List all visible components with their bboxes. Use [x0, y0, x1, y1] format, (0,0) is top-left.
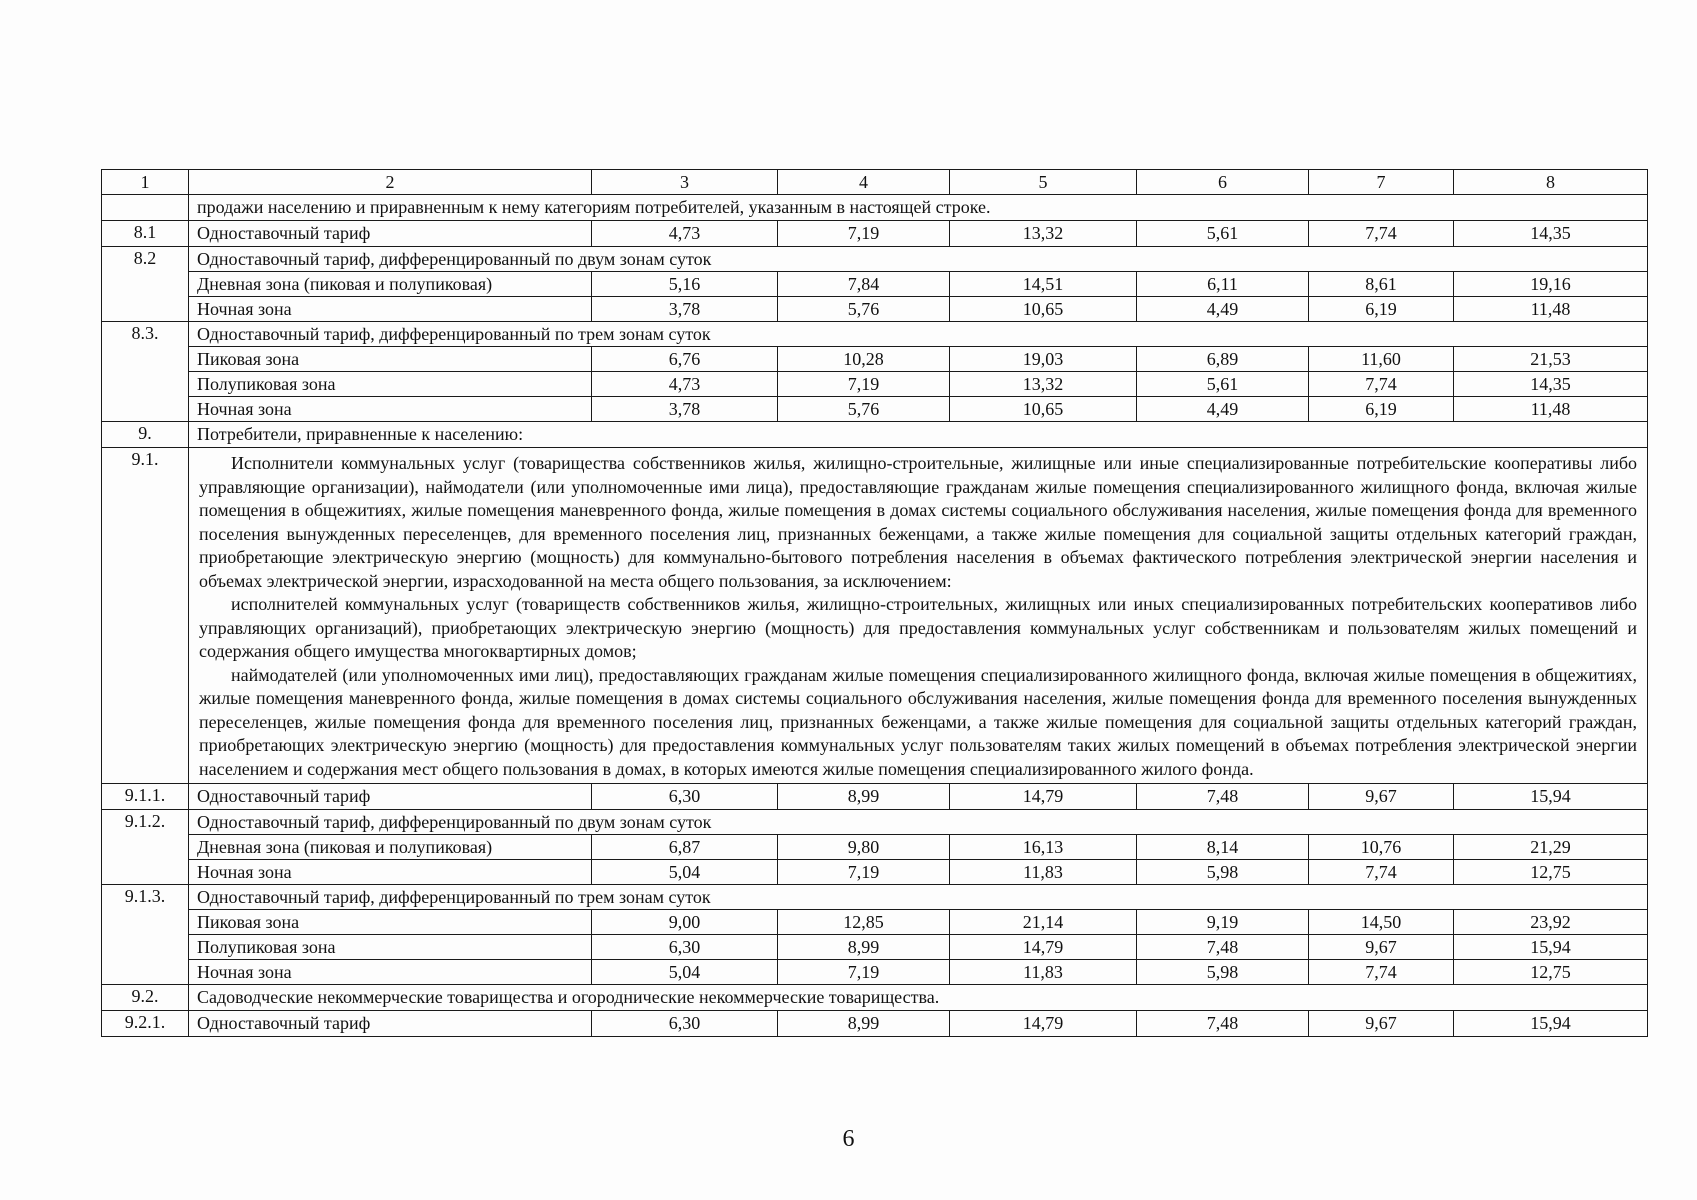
- table-cell: 5,61: [1137, 221, 1309, 247]
- table-cell: 10,65: [950, 397, 1137, 422]
- table-cell: 4,73: [592, 372, 778, 397]
- table-cell: 8,61: [1309, 272, 1454, 297]
- table-cell: 5,04: [592, 960, 778, 985]
- table-cell: 16,13: [950, 835, 1137, 860]
- row-text: Одноставочный тариф, дифференцированный по трем зонам суток: [189, 885, 1648, 910]
- table-row: [102, 247, 1648, 272]
- table-row: [102, 397, 1648, 422]
- description-cell: [189, 448, 1648, 784]
- table-cell: 3,78: [592, 297, 778, 322]
- row-label: Одноставочный тариф: [189, 1011, 592, 1037]
- table-cell: 15,94: [1454, 784, 1648, 810]
- table-cell: 5,76: [778, 297, 950, 322]
- table-cell: 11,60: [1309, 347, 1454, 372]
- table-row: [102, 985, 1648, 1011]
- row-text: продажи населению и приравненным к нему категориям потребителей, указанным в настоящей строке.: [189, 195, 1648, 221]
- table-cell: 11,48: [1454, 397, 1648, 422]
- table-cell: 14,79: [950, 935, 1137, 960]
- table-cell: 12,75: [1454, 860, 1648, 885]
- table-row: [102, 784, 1648, 810]
- row-label: Дневная зона (пиковая и полупиковая): [189, 835, 592, 860]
- table-cell: 7,19: [778, 960, 950, 985]
- row-label: Дневная зона (пиковая и полупиковая): [189, 272, 592, 297]
- table-cell: 9,67: [1309, 1011, 1454, 1037]
- row-label: Полупиковая зона: [189, 935, 592, 960]
- column-number: 6: [1137, 170, 1309, 195]
- table-cell: 11,48: [1454, 297, 1648, 322]
- table-cell: 15,94: [1454, 935, 1648, 960]
- row-number: 9.1.1.: [102, 784, 189, 810]
- table-cell: 21,53: [1454, 347, 1648, 372]
- table-row: [102, 347, 1648, 372]
- page-number: 6: [842, 1126, 855, 1152]
- table-cell: 4,49: [1137, 397, 1309, 422]
- table-cell: 5,98: [1137, 860, 1309, 885]
- table-cell: 5,98: [1137, 960, 1309, 985]
- tariff-table: [101, 169, 1648, 1037]
- table-cell: 7,84: [778, 272, 950, 297]
- table-cell: 10,65: [950, 297, 1137, 322]
- table-cell: 10,28: [778, 347, 950, 372]
- row-number: 9.2.1.: [102, 1011, 189, 1037]
- row-label: Ночная зона: [189, 397, 592, 422]
- table-cell: 9,80: [778, 835, 950, 860]
- table-cell: 6,87: [592, 835, 778, 860]
- table-cell: 12,85: [778, 910, 950, 935]
- table-cell: 7,74: [1309, 860, 1454, 885]
- row-number: 9.1.2.: [102, 810, 189, 885]
- table-cell: 21,14: [950, 910, 1137, 935]
- table-row: [102, 448, 1648, 784]
- table-cell: 5,76: [778, 397, 950, 422]
- row-text: Одноставочный тариф, дифференцированный по двум зонам суток: [189, 810, 1648, 835]
- row-number: 9.2.: [102, 985, 189, 1011]
- table-row: [102, 372, 1648, 397]
- table-cell: 7,48: [1137, 935, 1309, 960]
- table-cell: 19,03: [950, 347, 1137, 372]
- row-number: 9.1.3.: [102, 885, 189, 985]
- column-number: 8: [1454, 170, 1648, 195]
- table-cell: 7,74: [1309, 960, 1454, 985]
- table-cell: 6,19: [1309, 297, 1454, 322]
- table-cell: 7,19: [778, 221, 950, 247]
- table-cell: 11,83: [950, 960, 1137, 985]
- table-cell: 14,50: [1309, 910, 1454, 935]
- table-cell: 7,19: [778, 372, 950, 397]
- table-cell: 13,32: [950, 372, 1137, 397]
- table-cell: 9,67: [1309, 784, 1454, 810]
- table-cell: 8,99: [778, 784, 950, 810]
- paragraph: исполнителей коммунальных услуг (товариществ собственников жилья, жилищно-строительных, жилищных или иных специализированных потребительских кооперативов либо управляющих организаций), приобретающих электрическую энергию (мощность) для предоставления коммунальных услуг собственникам и пользователям жилых помещений и содержания общего имущества многоквартирных домов;: [199, 594, 1637, 661]
- row-label: Пиковая зона: [189, 910, 592, 935]
- table-row: [102, 860, 1648, 885]
- column-number: 7: [1309, 170, 1454, 195]
- table-cell: 21,29: [1454, 835, 1648, 860]
- table-cell: 14,35: [1454, 221, 1648, 247]
- table-cell: 14,51: [950, 272, 1137, 297]
- column-number-row: [102, 170, 1648, 195]
- table-cell: 6,30: [592, 935, 778, 960]
- row-label: Одноставочный тариф: [189, 784, 592, 810]
- table-cell: 6,19: [1309, 397, 1454, 422]
- table-cell: 14,79: [950, 1011, 1137, 1037]
- table-cell: 6,89: [1137, 347, 1309, 372]
- table-row: [102, 422, 1648, 448]
- table-cell: 5,04: [592, 860, 778, 885]
- row-number: 8.3.: [102, 322, 189, 422]
- table-row: [102, 960, 1648, 985]
- row-text: Садоводческие некоммерческие товарищества и огороднические некоммерческие товарищества.: [189, 985, 1648, 1011]
- table-cell: 5,16: [592, 272, 778, 297]
- table-row: [102, 297, 1648, 322]
- table-cell: 7,48: [1137, 1011, 1309, 1037]
- table-cell: 14,79: [950, 784, 1137, 810]
- table-cell: 14,35: [1454, 372, 1648, 397]
- row-number: 8.2: [102, 247, 189, 322]
- table-cell: 4,73: [592, 221, 778, 247]
- table-cell: 7,19: [778, 860, 950, 885]
- table-cell: 6,11: [1137, 272, 1309, 297]
- table-cell: 10,76: [1309, 835, 1454, 860]
- table-cell: 9,67: [1309, 935, 1454, 960]
- table-row: [102, 221, 1648, 247]
- row-text: Потребители, приравненные к населению:: [189, 422, 1648, 448]
- table-cell: 8,99: [778, 935, 950, 960]
- row-number: [102, 195, 189, 221]
- table-row: [102, 272, 1648, 297]
- table-row: [102, 835, 1648, 860]
- table-cell: 15,94: [1454, 1011, 1648, 1037]
- paragraph: Исполнители коммунальных услуг (товарищества собственников жилья, жилищно-строительные, жилищные или иные специализированные потребительские кооперативы либо управляющие организации), наймодатели (или уполномоченные ими лица), предоставляющие гражданам жилые помещения специализированного жилищного фонда, включая жилые помещения в общежитиях, жилые помещения маневренного фонда, жилые помещения в домах системы социального обслуживания населения, жилые помещения фонда для временного поселения вынужденных переселенцев, для временного поселения лиц, признанных беженцами, а также жилые помещения для социальной защиты отдельных категорий граждан, приобретающие электрическую энергию (мощность) для коммунально-бытового потребления населения в объемах фактического потребления электрической энергии населения и объемах электрической энергии, израсходованной на места общего пользования, за исключением:: [199, 453, 1637, 591]
- table-row: [102, 885, 1648, 910]
- table-cell: 7,74: [1309, 372, 1454, 397]
- row-label: Одноставочный тариф: [189, 221, 592, 247]
- table-cell: 9,00: [592, 910, 778, 935]
- table-row: [102, 1011, 1648, 1037]
- table-cell: 13,32: [950, 221, 1137, 247]
- row-text: Одноставочный тариф, дифференцированный по трем зонам суток: [189, 322, 1648, 347]
- table-cell: 7,48: [1137, 784, 1309, 810]
- row-number: 9.: [102, 422, 189, 448]
- table-cell: 4,49: [1137, 297, 1309, 322]
- table-row: [102, 910, 1648, 935]
- table-cell: 6,30: [592, 1011, 778, 1037]
- row-label: Ночная зона: [189, 960, 592, 985]
- table-cell: 8,14: [1137, 835, 1309, 860]
- row-label: Полупиковая зона: [189, 372, 592, 397]
- table-cell: 23,92: [1454, 910, 1648, 935]
- table-cell: 6,76: [592, 347, 778, 372]
- table-cell: 11,83: [950, 860, 1137, 885]
- table-cell: 6,30: [592, 784, 778, 810]
- table-cell: 3,78: [592, 397, 778, 422]
- column-number: 2: [189, 170, 592, 195]
- table-cell: 12,75: [1454, 960, 1648, 985]
- table-cell: 8,99: [778, 1011, 950, 1037]
- table-row: [102, 810, 1648, 835]
- paragraph: наймодателей (или уполномоченных ими лиц), предоставляющих гражданам жилые помещения специализированного жилищного фонда, включая жилые помещения в общежитиях, жилые помещения маневренного фонда, жилые помещения в домах системы социального обслуживания населения, жилые помещения фонда для временного поселения вынужденных переселенцев, жилые помещения фонда для временного поселения лиц, признанных беженцами, а также жилые помещения для социальной защиты отдельных категорий граждан, приобретающих электрическую энергию (мощность) для предоставления коммунальных услуг пользователям таких жилых помещений в объемах потребления электрической энергии населением и содержания мест общего пользования в домах, в которых имеются жилые помещения специализированного жилого фонда.: [199, 664, 1637, 779]
- table-cell: 5,61: [1137, 372, 1309, 397]
- column-number: 5: [950, 170, 1137, 195]
- row-label: Ночная зона: [189, 860, 592, 885]
- table-row: [102, 195, 1648, 221]
- table-cell: 7,74: [1309, 221, 1454, 247]
- table-cell: 19,16: [1454, 272, 1648, 297]
- table-row: [102, 935, 1648, 960]
- table-cell: 9,19: [1137, 910, 1309, 935]
- row-number: 8.1: [102, 221, 189, 247]
- column-number: 3: [592, 170, 778, 195]
- row-label: Пиковая зона: [189, 347, 592, 372]
- table-row: [102, 322, 1648, 347]
- row-label: Ночная зона: [189, 297, 592, 322]
- column-number: 1: [102, 170, 189, 195]
- row-text: Одноставочный тариф, дифференцированный по двум зонам суток: [189, 247, 1648, 272]
- row-number: 9.1.: [102, 448, 189, 784]
- column-number: 4: [778, 170, 950, 195]
